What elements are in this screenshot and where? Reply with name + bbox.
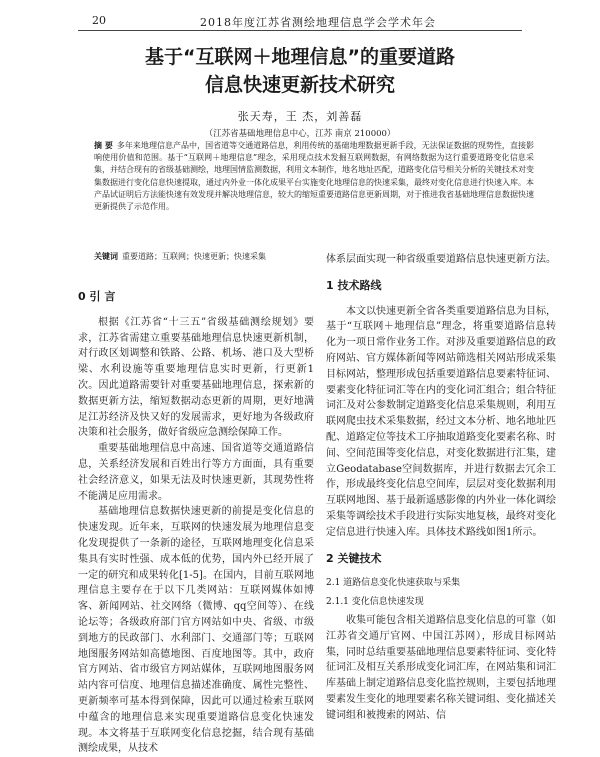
header-rule bbox=[78, 30, 522, 31]
intro-paragraph-2: 重要基础地理信息中高速、国省道等交通道路信息，关系经济发展和百姓出行等方方面面，具有重要社会经济意义，如果无法及时快速更新，其现势性将不能满足应用需求。 bbox=[78, 443, 314, 502]
paper-title-line-2: 信息快速更新技术研究 bbox=[204, 74, 395, 96]
running-header bbox=[0, 10, 600, 30]
keywords-text: 重要道路；互联网；快速更新；快速采集 bbox=[122, 252, 266, 261]
subsection-2-1-title: 2.1 道路信息变化快速获取与采集 bbox=[326, 578, 461, 589]
subsection-2-1-1-title: 2.1.1 变化信息快速发现 bbox=[326, 597, 424, 608]
intro-continuation: 体系层面实现一种省级重要道路信息快速更新方法。 bbox=[326, 254, 556, 265]
section-2-paragraph: 收集可能包含相关道路信息变化信息的可靠（如江苏省交通厅官网、中国江苏网），形成目标网站集，同时总结重要基础地理信息要素特征词、变化特征词汇及相互关系形成变化词汇库，在网站集和词汇库基础上制定道路信息变化监控规则，主要包括地理要素发生变化的地理要素名称关键词组、变化描述关键词组和被搜索的网站、信 bbox=[326, 614, 556, 721]
affiliation: （江苏省基础地理信息中心，江苏 南京 210000） bbox=[204, 129, 396, 139]
intro-paragraph-1: 根据《江苏省“十三五”省级基础测绘规划》要求，江苏省需建立重要基础地理信息快速更新机制，对行政区划调整和铁路、公路、机场、港口及大型桥梁、水利设施等重要地理信息实时更新，行更新1次。因此道路需要针对重要基础地理信息，探索新的数据更新方法，缩短数据动态更新的周期，更好地满足江苏经济及快又好的发展需求，更好地为各级政府决策和社会服务，做好省级应急测绘保障工作。 bbox=[78, 316, 314, 439]
paper-title-line-1: 基于“互联网＋地理信息”的重要道路 bbox=[145, 46, 455, 68]
page-number: 20 bbox=[92, 14, 106, 27]
running-title: 2018年度江苏省测绘地理信息学会学术年会 bbox=[200, 16, 436, 29]
section-2-title: 2 关键技术 bbox=[326, 551, 382, 565]
keywords-label: 关键词 bbox=[94, 252, 118, 261]
right-column bbox=[326, 252, 556, 724]
intro-paragraph-3: 基础地理信息数据快速更新的前提是变化信息的快速发现。近年来，互联网的快速发展为地理信息变化发现提供了一条新的途径，互联网地理变化信息采集具有实时性强、成本低的优势，国内外已经开展了一定的研究和成果转化[1-5]。在国内，目前互联网地理信息主要存在于以下几类网站：互联网媒体如博客、新闻网站、社交网络（微博、qq空间等）、在线论坛等；各级政府部门官方网站如中央、省级、市级到地方的民政部门、水利部门、交通部门等；互联网地图服务网站如高德地图、百度地图等。其中，政府官方网站、省市级官方网站媒体，互联网地图服务网站内容可信度、地理信息描述准确度、属性完整性、更新频率可基本得到保障，因此可以通过检索互联网中蕴含的地理信息来实现重要道路信息变化快速发现。本文将基于互联网变化信息挖掘，结合现有基础测绘成果，从技术 bbox=[78, 506, 314, 755]
section-1-title: 1 技术路线 bbox=[326, 278, 382, 292]
abstract-text: 多年来地理信息产品中，国省道等交通道路信息，利用传统的基础地理数据更新手段，无法保证数据的现势性，直接影响使用价值和范围。基于“互联网＋地理信息”理念，采用现点技术发掘互联网数据，有网络数据为这行重要道路变化信息采集，并结合现有的省级基础测绘，地理国情监测数据，利用文本制作，地名地址匹配，道路变化信号相关分析的关键技术对变集数据进行变化信息快速提取，通过内外业一体化成果平台实施变化地理信息的快速采集，最终对变化信息进行快速入库。本产品试证明后方法能快速有效发现并解决地理信息，较大的缩短重要道路信息更新周期，对于推进我省基础地理信息数据快速更新提供了示范作用。 bbox=[94, 141, 534, 212]
section-1-paragraph: 本文以快速更新全省各类重要道路信息为目标，基于“互联网＋地理信息”理念，将重要道路信息转化为一项日常作业务工作。对涉及重要道路信息的政府网站、官方媒体新闻等网站筛选相关网站形成采集目标网站，整理形成包括重要道路信息要素特征词、要素变化特征词汇等在内的变化词汇组合；组合特征词汇及对公参数制定道路变化信息采集规则，利用互联网爬虫技术采集数据，经过文本分析、地名地址匹配、道路定位等技术工序抽取道路变化要素名称、时间、空间范围等变化信息，对变化数据进行汇集，建立Geodatabase空间数据库，并进行数据去冗余工作，形成最终变化信息空间库，层层对变化数据利用互联网地图、基于最新遥感影像的内外业一体化调绘采集等调绘技术手段进行实际实地复核，最终对变化定信息进行快速入库。具体技术路线如图1所示。 bbox=[326, 305, 556, 538]
section-0-title: 0 引 言 bbox=[78, 290, 116, 303]
abstract-label: 摘 要 bbox=[94, 141, 113, 150]
abstract bbox=[94, 140, 534, 213]
authors: 张天寿，王 杰，刘善磊 bbox=[237, 110, 363, 123]
left-column bbox=[78, 279, 314, 757]
